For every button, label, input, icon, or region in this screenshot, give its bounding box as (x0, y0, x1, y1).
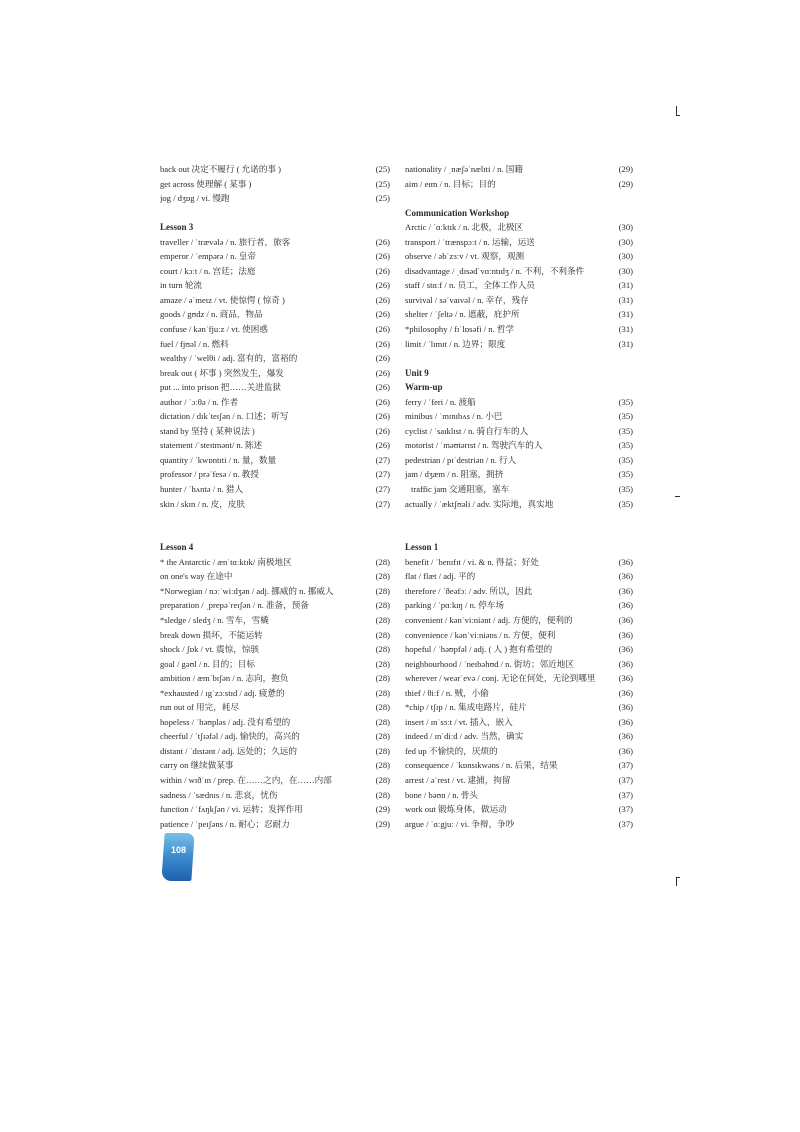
vocab-entry-text: on one's way 在途中 (160, 571, 233, 582)
vocab-entry-text: statement /ˈsteɪtmənt/ n. 陈述 (160, 440, 263, 451)
vocab-entry-page-ref: (28) (375, 774, 390, 785)
vocab-entry-page-ref: (29) (375, 804, 390, 815)
vocab-entry (160, 700, 390, 715)
vocab-entry-page-ref: (37) (618, 789, 633, 800)
vocab-entry-text: jog / dʒɒg / vi. 慢跑 (160, 193, 230, 204)
vocab-entry-page-ref: (26) (375, 367, 390, 378)
crop-mark-middle-right (675, 496, 680, 497)
vocab-entry-text: amaze / əˈmeɪz / vt. 使惊愕 ( 惊奇 ) (160, 294, 285, 305)
vocab-entry-text: insert / ɪnˈsɜːt / vt. 插入，嵌入 (405, 716, 513, 727)
vocab-entry (405, 337, 633, 352)
vocab-entry-text: goods / gʊdz / n. 商品，物品 (160, 309, 263, 320)
vocab-entry-text: shelter / ˈʃeltə / n. 遮蔽，庇护所 (405, 309, 520, 320)
vocabulary-column-right (405, 162, 633, 831)
spacer (160, 206, 390, 221)
vocab-entry-text: ambition / æmˈbɪʃən / n. 志向，抱负 (160, 673, 289, 684)
vocab-entry-text: in turn 轮流 (160, 280, 203, 291)
vocab-entry (405, 729, 633, 744)
vocab-entry-page-ref: (31) (618, 324, 633, 335)
vocab-entry (405, 686, 633, 701)
vocab-entry-page-ref: (29) (618, 164, 633, 174)
vocab-entry-text: sadness / ˈsædnɪs / n. 悲哀，忧伤 (160, 789, 278, 800)
vocab-entry-page-ref: (35) (618, 469, 633, 480)
vocab-entry-page-ref: (36) (618, 673, 633, 684)
vocab-entry (405, 555, 633, 570)
vocab-entry-text: quantity / ˈkwɒntɪti / n. 量，数量 (160, 454, 277, 465)
vocab-entry (405, 628, 633, 643)
vocab-entry-text: motorist / ˈməʊtərɪst / n. 驾驶汽车的人 (405, 440, 543, 451)
vocab-entry-page-ref: (27) (375, 498, 390, 509)
vocab-entry (405, 657, 633, 672)
vocab-entry (405, 424, 633, 439)
vocab-entry-page-ref: (26) (375, 411, 390, 422)
vocab-entry (405, 802, 633, 817)
vocab-entry (160, 162, 390, 177)
vocab-entry (160, 686, 390, 701)
vocab-entry (405, 642, 633, 657)
vocab-entry-page-ref: (36) (618, 600, 633, 611)
spacer (405, 526, 633, 541)
vocab-entry (405, 788, 633, 803)
vocab-entry-text: wherever / weərˈevə / conj. 无论在何处，无论到哪里 (405, 673, 596, 684)
vocab-entry (160, 467, 390, 482)
vocab-entry-page-ref: (36) (618, 731, 633, 742)
vocab-entry (405, 758, 633, 773)
vocab-entry-text: convenience / kənˈviːniəns / n. 方便，便利 (405, 629, 556, 640)
vocab-entry-page-ref: (36) (618, 571, 633, 582)
vocab-entry (405, 264, 633, 279)
vocabulary-column-left (160, 162, 390, 831)
vocab-entry-page-ref: (28) (375, 745, 390, 756)
vocab-entry (160, 235, 390, 250)
vocab-entry-text: hopeful / ˈhəʊpfəl / adj. ( 人 ) 抱有希望的 (405, 644, 553, 655)
vocab-entry (160, 191, 390, 206)
spacer (160, 526, 390, 541)
vocab-entry (405, 715, 633, 730)
vocab-entry-page-ref: (25) (375, 164, 390, 174)
vocab-entry (160, 482, 390, 497)
vocab-entry (405, 817, 633, 832)
vocab-entry-page-ref: (36) (618, 687, 633, 698)
vocab-entry (405, 497, 633, 512)
vocab-entry (405, 249, 633, 264)
vocab-entry-text: actually / ˈæktʃʊəli / adv. 实际地，真实地 (405, 498, 554, 509)
vocab-entry-page-ref: (31) (618, 338, 633, 349)
vocab-entry (160, 715, 390, 730)
vocab-entry-page-ref: (36) (618, 658, 633, 669)
section-heading: Lesson 4 (160, 542, 194, 553)
section-heading: Warm-up (405, 382, 443, 393)
vocab-entry-page-ref: (30) (618, 265, 633, 276)
vocab-entry-page-ref: (28) (375, 556, 390, 567)
vocab-entry (160, 366, 390, 381)
vocab-entry-text: skin / skɪn / n. 皮，皮肤 (160, 498, 245, 509)
vocab-entry (405, 395, 633, 410)
vocab-entry-text: fuel / fjʊəl / n. 燃料 (160, 338, 229, 349)
vocab-entry-page-ref: (28) (375, 789, 390, 800)
page-number: 108 (170, 845, 187, 855)
vocab-entry-text: break out ( 坏事 ) 突然发生，爆发 (160, 367, 284, 378)
vocab-entry-page-ref: (31) (618, 294, 633, 305)
vocab-entry-page-ref: (35) (618, 484, 633, 495)
vocab-entry-text: get across 使理解 ( 某事 ) (160, 178, 252, 189)
vocab-entry-page-ref: (35) (618, 498, 633, 509)
vocab-entry (160, 758, 390, 773)
vocab-entry (405, 700, 633, 715)
vocab-entry (160, 628, 390, 643)
vocab-entry-page-ref: (29) (618, 178, 633, 189)
vocab-entry-page-ref: (27) (375, 454, 390, 465)
vocab-entry (160, 307, 390, 322)
vocab-entry-text: bone / bəʊn / n. 骨头 (405, 789, 478, 800)
vocab-entry (405, 598, 633, 613)
vocab-entry (405, 220, 633, 235)
spacer (405, 351, 633, 366)
vocab-entry-text: *philosophy / fɪˈlɒsəfi / n. 哲学 (405, 324, 515, 335)
vocab-entry-text: cheerful / ˈtʃɪəfəl / adj. 愉快的，高兴的 (160, 731, 300, 742)
vocab-entry-text: nationality / ˌnæʃəˈnælɪti / n. 国籍 (405, 164, 523, 174)
vocab-entry-page-ref: (37) (618, 804, 633, 815)
vocab-entry-text: author / ˈɔːθə / n. 作者 (160, 396, 239, 407)
vocab-entry (405, 235, 633, 250)
vocab-entry-page-ref: (26) (375, 353, 390, 364)
vocab-entry-text: pedestrian / pɪˈdestriən / n. 行人 (405, 454, 517, 465)
vocab-entry-text: *sledge / sledʒ / n. 雪车，雪橇 (160, 614, 269, 625)
vocab-entry (160, 642, 390, 657)
vocab-entry (160, 744, 390, 759)
vocab-entry (405, 773, 633, 788)
vocab-entry-text: confuse / kənˈfjuːz / vt. 使困惑 (160, 324, 268, 335)
vocab-entry-page-ref: (28) (375, 629, 390, 640)
section-heading: Lesson 3 (160, 222, 194, 233)
vocab-entry-text: ferry / ˈferi / n. 渡船 (405, 396, 476, 407)
vocab-entry-text: carry on 继续做某事 (160, 760, 234, 771)
vocab-entry-page-ref: (31) (618, 280, 633, 291)
vocab-entry-page-ref: (28) (375, 760, 390, 771)
vocab-entry-text: function / ˈfʌŋkʃən / vi. 运转；发挥作用 (160, 804, 303, 815)
vocab-entry-text: staff / stɑːf / n. 员工，全体工作人员 (405, 280, 535, 291)
vocab-entry-page-ref: (28) (375, 731, 390, 742)
vocab-entry-page-ref: (26) (375, 382, 390, 393)
vocab-entry (405, 322, 633, 337)
vocab-entry-page-ref: (37) (618, 774, 633, 785)
vocab-entry-page-ref: (35) (618, 411, 633, 422)
vocab-entry-text: wealthy / ˈwelθi / adj. 富有的，富裕的 (160, 353, 298, 364)
vocab-entry-page-ref: (26) (375, 440, 390, 451)
vocab-entry (160, 409, 390, 424)
vocab-entry-page-ref: (36) (618, 745, 633, 756)
vocab-entry-page-ref: (26) (375, 338, 390, 349)
vocab-entry (405, 438, 633, 453)
section-heading: Communication Workshop (405, 207, 510, 218)
vocab-entry-page-ref: (28) (375, 585, 390, 596)
vocab-entry-page-ref: (26) (375, 251, 390, 262)
vocab-entry (405, 177, 633, 192)
vocab-entry-text: parking / ˈpɑːkɪŋ / n. 停车场 (405, 600, 504, 611)
vocab-entry (160, 802, 390, 817)
vocab-entry-text: hunter / ˈhʌntə / n. 猎人 (160, 484, 244, 495)
vocab-entry (405, 584, 633, 599)
vocab-entry-page-ref: (30) (618, 236, 633, 247)
vocab-entry-page-ref: (26) (375, 425, 390, 436)
vocab-entry (160, 438, 390, 453)
vocab-entry-page-ref: (28) (375, 673, 390, 684)
vocab-entry (405, 409, 633, 424)
vocab-entry-page-ref: (36) (618, 556, 633, 567)
vocab-entry-text: run out of 用完，耗尽 (160, 702, 240, 713)
vocab-entry-text: court / kɔːt / n. 宫廷；法庭 (160, 265, 256, 276)
spacer (405, 511, 633, 526)
vocab-entry (405, 613, 633, 628)
vocab-entry-text: Arctic / ˈɑːktɪk / n. 北极，北极区 (405, 222, 524, 233)
vocab-entry (160, 817, 390, 832)
crop-mark-top-right (676, 106, 677, 115)
vocab-entry (405, 162, 633, 177)
vocab-entry (405, 569, 633, 584)
vocab-entry-text: transport / ˈtrænspɔːt / n. 运输，运送 (405, 236, 535, 247)
vocab-entry (160, 729, 390, 744)
vocab-entry-text: cyclist / ˈsaɪklɪst / n. 骑自行车的人 (405, 425, 529, 436)
vocab-entry (160, 337, 390, 352)
vocab-entry-page-ref: (35) (618, 425, 633, 436)
vocab-entry (160, 555, 390, 570)
vocab-entry-text: preparation / ˌprepəˈreɪʃən / n. 准备，预备 (160, 600, 309, 611)
vocab-entry-text: observe / əbˈzɜːv / vt. 观察，观测 (405, 251, 525, 262)
vocab-entry (160, 788, 390, 803)
vocab-entry-page-ref: (28) (375, 658, 390, 669)
vocab-entry-page-ref: (27) (375, 484, 390, 495)
section-heading: Unit 9 (405, 367, 429, 378)
vocab-entry (160, 293, 390, 308)
vocab-entry-text: within / wɪðˈɪn / prep. 在……之内，在……内部 (160, 774, 332, 785)
vocab-entry (160, 497, 390, 512)
vocab-entry-text: shock / ʃɒk / vt. 震惊，惊骇 (160, 644, 260, 655)
vocab-entry-text: put ... into prison 把……关进监狱 (160, 382, 282, 393)
vocab-entry-page-ref: (26) (375, 309, 390, 320)
vocab-entry-page-ref: (26) (375, 294, 390, 305)
vocab-entry-page-ref: (36) (618, 585, 633, 596)
vocab-entry-text: distant / ˈdɪstənt / adj. 远处的；久远的 (160, 745, 298, 756)
section-heading: Lesson 1 (405, 542, 439, 553)
vocab-entry-page-ref: (26) (375, 265, 390, 276)
vocab-entry (160, 278, 390, 293)
vocab-entry-text: consequence / ˈkɒnsɪkwəns / n. 后果，结果 (405, 760, 558, 771)
vocab-entry-text: neighbourhood / ˈneɪbəhʊd / n. 街坊；邻近地区 (405, 658, 574, 669)
vocab-entry (160, 264, 390, 279)
vocab-entry-page-ref: (30) (618, 251, 633, 262)
vocab-entry-page-ref: (36) (618, 716, 633, 727)
vocab-entry-page-ref: (35) (618, 454, 633, 465)
vocab-entry-text: back out 决定不履行 ( 允诺的事 ) (160, 164, 282, 174)
vocab-entry-page-ref: (30) (618, 222, 633, 233)
vocab-entry (160, 249, 390, 264)
vocab-entry (405, 307, 633, 322)
vocab-entry-text: jam / dʒæm / n. 阻塞，拥挤 (405, 469, 504, 480)
vocab-entry-page-ref: (28) (375, 571, 390, 582)
vocab-entry-text: arrest / əˈrest / vt. 逮捕，拘留 (405, 774, 511, 785)
vocab-entry-text: aim / eɪm / n. 目标；目的 (405, 178, 496, 189)
vocab-entry-page-ref: (29) (375, 818, 390, 829)
vocab-entry (405, 293, 633, 308)
vocab-entry-page-ref: (25) (375, 178, 390, 189)
vocab-entry-text: work out 锻炼身体，做运动 (405, 804, 507, 815)
vocab-entry (160, 351, 390, 366)
vocab-entry (160, 773, 390, 788)
vocab-entry-text: dictation / dɪkˈteɪʃən / n. 口述；听写 (160, 411, 289, 422)
vocab-entry-page-ref: (25) (375, 193, 390, 204)
vocab-entry-page-ref: (26) (375, 396, 390, 407)
vocab-entry-page-ref: (28) (375, 716, 390, 727)
vocab-entry (405, 744, 633, 759)
vocab-entry-page-ref: (27) (375, 469, 390, 480)
vocab-entry-page-ref: (26) (375, 236, 390, 247)
vocab-entry-text: break down 损坏，不能运转 (160, 629, 263, 640)
vocab-entry (405, 453, 633, 468)
vocab-entry (405, 278, 633, 293)
vocab-entry (405, 671, 633, 686)
vocab-entry (160, 380, 390, 395)
vocab-entry-text: *chip / tʃɪp / n. 集成电路片，硅片 (405, 702, 527, 713)
vocab-entry-text: stand by 坚持 ( 某种说法 ) (160, 425, 255, 436)
vocab-entry-page-ref: (37) (618, 760, 633, 771)
crop-mark-bottom-right (676, 877, 677, 886)
vocab-entry-text: convenient / kənˈviːniənt / adj. 方便的，便利的 (405, 614, 573, 625)
vocab-entry (160, 569, 390, 584)
vocab-entry (160, 657, 390, 672)
vocab-entry-page-ref: (36) (618, 614, 633, 625)
spacer (160, 511, 390, 526)
vocab-entry-text: * the Antarctic / ænˈtɑːktɪk/ 南极地区 (160, 556, 292, 567)
vocab-entry (405, 467, 633, 482)
vocab-entry-text: argue / ˈɑːgjuː / vi. 争辩，争吵 (405, 818, 515, 829)
vocab-entry-page-ref: (31) (618, 309, 633, 320)
vocab-entry-text: disadvantage / ˌdɪsədˈvɑːntɪdʒ / n. 不利，不利条件 (405, 265, 585, 276)
vocab-entry-page-ref: (28) (375, 614, 390, 625)
vocab-entry (160, 322, 390, 337)
spacer (405, 191, 633, 206)
vocab-entry-text: professor / prəˈfesə / n. 教授 (160, 469, 259, 480)
crop-mark-top-right-foot (676, 115, 680, 116)
crop-mark-bottom-right-foot (676, 877, 680, 878)
vocab-entry-text: flat / flæt / adj. 平的 (405, 571, 476, 582)
vocab-entry-page-ref: (37) (618, 818, 633, 829)
vocab-entry-text: traveller / ˈtrævələ / n. 旅行者，旅客 (160, 236, 291, 247)
vocab-entry-text: hopeless / ˈhəʊpləs / adj. 没有希望的 (160, 716, 291, 727)
vocab-entry-text: minibus / ˈmɪnɪbʌs / n. 小巴 (405, 411, 503, 422)
vocab-entry-text: traffic jam 交通阻塞，塞车 (411, 484, 510, 495)
vocab-entry (160, 598, 390, 613)
vocab-entry-page-ref: (26) (375, 324, 390, 335)
vocab-entry-page-ref: (35) (618, 440, 633, 451)
vocab-entry-text: *exhausted / ɪgˈzɔːstɪd / adj. 疲惫的 (160, 687, 285, 698)
vocab-entry-text: goal / gəʊl / n. 目的；目标 (160, 658, 255, 669)
page-number-badge (161, 833, 194, 881)
vocab-entry-page-ref: (36) (618, 644, 633, 655)
vocab-entry-page-ref: (28) (375, 702, 390, 713)
vocab-entry-page-ref: (36) (618, 702, 633, 713)
vocab-entry (160, 671, 390, 686)
vocab-entry-page-ref: (36) (618, 629, 633, 640)
vocab-entry-text: indeed / ɪnˈdiːd / adv. 当然，确实 (405, 731, 524, 742)
vocab-entry-text: fed up 不愉快的，厌烦的 (405, 745, 498, 756)
vocab-entry-page-ref: (26) (375, 280, 390, 291)
vocab-entry-text: thief / θiːf / n. 贼，小偷 (405, 687, 489, 698)
vocab-entry-text: benefit / ˈbenɪfɪt / vi. & n. 得益；好处 (405, 556, 539, 567)
vocab-entry-page-ref: (28) (375, 687, 390, 698)
vocab-entry (405, 482, 633, 497)
vocab-entry-page-ref: (35) (618, 396, 633, 407)
vocab-entry-page-ref: (28) (375, 600, 390, 611)
vocab-entry (160, 395, 390, 410)
vocab-entry-text: limit / ˈlɪmɪt / n. 边界；限度 (405, 338, 506, 349)
vocab-entry-page-ref: (28) (375, 644, 390, 655)
vocab-entry-text: patience / ˈpeɪʃəns / n. 耐心；忍耐力 (160, 818, 290, 829)
vocab-entry-text: therefore / ˈðeəfɔː / adv. 所以，因此 (405, 585, 533, 596)
vocab-entry (160, 424, 390, 439)
vocab-entry-text: survival / səˈvaɪvəl / n. 幸存，残存 (405, 294, 529, 305)
vocab-entry-text: *Norwegian / nɔːˈwiːdʒən / adj. 挪威的 n. 挪威人 (160, 585, 334, 596)
vocab-entry-text: emperor / ˈempərə / n. 皇帝 (160, 251, 256, 262)
vocab-entry (160, 584, 390, 599)
vocab-entry (160, 453, 390, 468)
vocab-entry (160, 177, 390, 192)
vocab-entry (160, 613, 390, 628)
